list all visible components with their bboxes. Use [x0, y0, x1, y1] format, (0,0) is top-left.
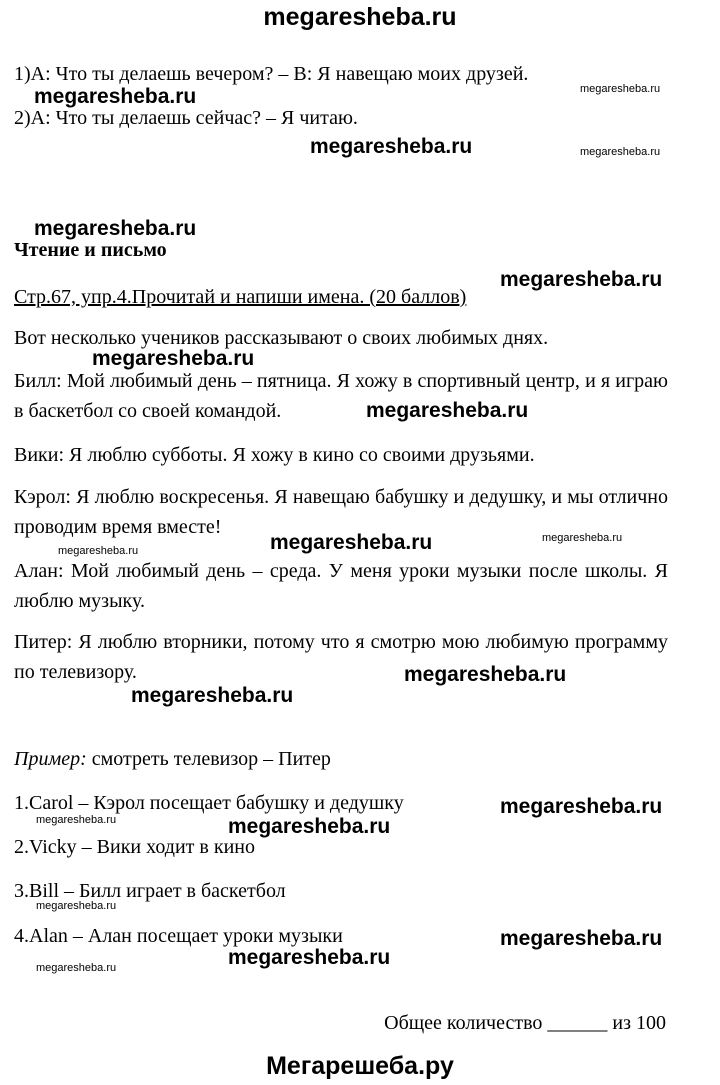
- watermark-label: megaresheba.ru: [270, 531, 433, 554]
- watermark-label: megaresheba.ru: [542, 532, 623, 544]
- watermark-label: megaresheba.ru: [34, 85, 197, 108]
- dialogue-line-2: 2)A: Что ты делаешь сейчас? – Я читаю.: [14, 107, 358, 129]
- watermark-bottom: Мегарешеба.ру: [266, 1052, 454, 1080]
- answer-item: 1.Carol – Кэрол посещает бабушку и дедушку: [14, 792, 404, 814]
- watermark-label: megaresheba.ru: [34, 217, 197, 240]
- watermark-label: megaresheba.ru: [580, 83, 661, 95]
- watermark-label: megaresheba.ru: [228, 946, 391, 969]
- task-heading: Стр.67, упр.4.Прочитай и напиши имена. (20 баллов): [14, 286, 467, 308]
- watermark-label: megaresheba.ru: [500, 795, 663, 818]
- intro-text: Вот несколько учеников рассказывают о своих любимых днях.: [14, 327, 549, 349]
- watermark-label: megaresheba.ru: [131, 684, 294, 707]
- watermark-label: megaresheba.ru: [580, 146, 661, 158]
- watermark-label: megaresheba.ru: [310, 135, 473, 158]
- watermark-label: megaresheba.ru: [500, 927, 663, 950]
- alan-paragraph: Алан: Мой любимый день – среда. У меня уроки музыки после школы. Я люблю музыку.: [14, 560, 668, 612]
- watermark-label: megaresheba.ru: [404, 663, 567, 686]
- section-title: Чтение и письмо: [14, 239, 167, 261]
- watermark-label: megaresheba.ru: [58, 545, 139, 557]
- answer-item: 3.Bill – Билл играет в баскетбол: [14, 880, 286, 902]
- carol-paragraph: Кэрол: Я люблю воскресенья. Я навещаю бабушку и дедушку, и мы отлично проводим время вместе!: [14, 486, 668, 538]
- watermark-label: megaresheba.ru: [228, 815, 391, 838]
- watermark-label: megaresheba.ru: [36, 900, 117, 912]
- example-text: смотреть телевизор – Питер: [91, 748, 331, 770]
- example-line: [14, 747, 331, 771]
- watermark-label: megaresheba.ru: [500, 268, 663, 291]
- vicky-paragraph: Вики: Я люблю субботы. Я хожу в кино со своими друзьями.: [14, 444, 535, 466]
- dialogue-line-1: 1)A: Что ты делаешь вечером? – B: Я навещаю моих друзей.: [14, 63, 529, 85]
- watermark-top: megaresheba.ru: [263, 3, 457, 31]
- watermark-label: megaresheba.ru: [366, 399, 529, 422]
- peter-paragraph: Питер: Я люблю вторники, потому что я смотрю мою любимую программу по телевизору.: [14, 631, 668, 683]
- watermark-label: megaresheba.ru: [36, 814, 117, 826]
- watermark-label: megaresheba.ru: [92, 347, 255, 370]
- bill-paragraph: Билл: Мой любимый день – пятница. Я хожу в спортивный центр, и я играю в баскетбол со своей командой.: [14, 370, 668, 422]
- total-score-line: Общее количество ______ из 100: [384, 1012, 666, 1034]
- answer-item: 2.Vicky – Вики ходит в кино: [14, 836, 255, 858]
- example-label: Пример:: [14, 748, 87, 770]
- watermark-label: megaresheba.ru: [36, 962, 117, 974]
- answer-item: 4.Alan – Алан посещает уроки музыки: [14, 925, 343, 947]
